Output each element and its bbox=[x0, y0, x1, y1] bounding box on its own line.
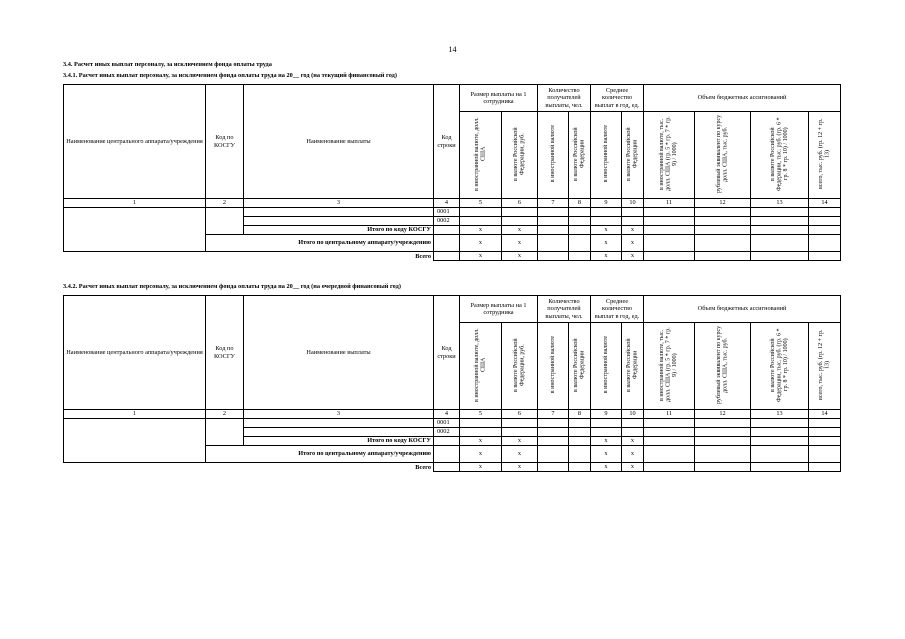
header-c9: в иностранной валюте bbox=[602, 336, 609, 394]
header-row-code: Код строки bbox=[434, 85, 460, 199]
x-mark: x bbox=[591, 446, 622, 463]
org-name-cell[interactable] bbox=[64, 419, 206, 463]
table2 bbox=[63, 295, 841, 472]
col-num: 10 bbox=[622, 410, 644, 419]
header-c13: в валюте Российской Федерации, тыс. руб. (гр. 6 * гр. 8 * гр. 10) / 1000) bbox=[769, 328, 789, 402]
header-c5: в иностранной валюте, долл. США bbox=[473, 117, 487, 191]
x-mark: x bbox=[591, 437, 622, 446]
total-kosgu-label: Итого по коду КОСГУ bbox=[244, 437, 434, 446]
x-mark: x bbox=[502, 437, 538, 446]
x-mark: x bbox=[460, 437, 502, 446]
col-num: 8 bbox=[569, 199, 591, 208]
header-c14: всего, тыс. руб. (гр. 12 + гр. 13) bbox=[817, 329, 831, 401]
col-num: 12 bbox=[695, 410, 751, 419]
col-num: 8 bbox=[569, 410, 591, 419]
col-num: 4 bbox=[434, 199, 460, 208]
table2-title: 3.4.2. Расчет иных выплат персоналу, за исключением фонда оплаты труда на 20__ год (на очередной финансовый год) bbox=[63, 283, 401, 290]
x-mark: x bbox=[502, 446, 538, 463]
header-c14: всего, тыс. руб. (гр. 12 + гр. 13) bbox=[817, 118, 831, 190]
total-all-label: Всего bbox=[64, 463, 434, 472]
col-num: 11 bbox=[644, 199, 695, 208]
total-all-label: Всего bbox=[64, 252, 434, 261]
x-mark: x bbox=[502, 463, 538, 472]
col-num: 5 bbox=[460, 199, 502, 208]
col-num: 4 bbox=[434, 410, 460, 419]
row-code: 0002 bbox=[434, 428, 460, 437]
col-num: 13 bbox=[751, 199, 809, 208]
header-c9: в иностранной валюте bbox=[602, 125, 609, 183]
header-budget-group: Объем бюджетных ассигнований bbox=[644, 296, 841, 323]
col-num: 13 bbox=[751, 410, 809, 419]
x-mark: x bbox=[460, 252, 502, 261]
col-num: 10 bbox=[622, 199, 644, 208]
col-num: 14 bbox=[809, 199, 841, 208]
x-mark: x bbox=[622, 463, 644, 472]
col-num: 7 bbox=[538, 410, 569, 419]
header-c13: в валюте Российской Федерации, тыс. руб. (гр. 6 * гр. 8 * гр. 10) / 1000) bbox=[769, 117, 789, 191]
col-num: 1 bbox=[64, 199, 206, 208]
org-name-cell[interactable] bbox=[64, 208, 206, 252]
col-num: 9 bbox=[591, 410, 622, 419]
table1 bbox=[63, 84, 841, 261]
section-title: 3.4. Расчет иных выплат персоналу, за исключением фонда оплаты труда bbox=[63, 61, 272, 68]
x-mark: x bbox=[460, 463, 502, 472]
x-mark: x bbox=[460, 226, 502, 235]
x-mark: x bbox=[460, 446, 502, 463]
header-c11: в иностранной валюте, тыс. долл. США (гр. 5 * гр. 7 * гр. 9) / 1000) bbox=[659, 327, 679, 403]
col-num: 1 bbox=[64, 410, 206, 419]
x-mark: x bbox=[622, 226, 644, 235]
header-size-group: Размер выплаты на 1 сотрудника bbox=[460, 85, 538, 112]
header-avg-group: Среднее количество выплат в год, ед. bbox=[591, 85, 644, 112]
payment-name-cell[interactable] bbox=[244, 217, 434, 226]
header-c5: в иностранной валюте, долл. США bbox=[473, 328, 487, 402]
header-size-group: Размер выплаты на 1 сотрудника bbox=[460, 296, 538, 323]
header-payment-name: Наименование выплаты bbox=[244, 296, 434, 410]
x-mark: x bbox=[591, 252, 622, 261]
header-count-group: Количество получателей выплаты, чел. bbox=[538, 85, 591, 112]
col-num: 6 bbox=[502, 199, 538, 208]
header-c7: в иностранной валюте bbox=[549, 125, 556, 183]
col-num: 3 bbox=[244, 199, 434, 208]
x-mark: x bbox=[502, 226, 538, 235]
header-c7: в иностранной валюте bbox=[549, 336, 556, 394]
payment-name-cell[interactable] bbox=[244, 428, 434, 437]
row-code: 0001 bbox=[434, 419, 460, 428]
header-row-code: Код строки bbox=[434, 296, 460, 410]
header-c10: в валюте Российской Федерации bbox=[625, 127, 639, 181]
header-c6: в валюте Российской Федерации, руб. bbox=[512, 127, 526, 181]
kosgu-cell[interactable] bbox=[206, 419, 244, 446]
header-c6: в валюте Российской Федерации, руб. bbox=[512, 338, 526, 392]
header-c12: рублевый эквивалент по курсу долл. США, тыс. руб. bbox=[715, 325, 729, 404]
header-count-group: Количество получателей выплаты, чел. bbox=[538, 296, 591, 323]
header-c11: в иностранной валюте, тыс. долл. США (гр. 5 * гр. 7 * гр. 9) / 1000) bbox=[659, 116, 679, 192]
payment-name-cell[interactable] bbox=[244, 208, 434, 217]
row-code: 0002 bbox=[434, 217, 460, 226]
row-code: 0001 bbox=[434, 208, 460, 217]
col-num: 6 bbox=[502, 410, 538, 419]
page-number: 14 bbox=[448, 45, 457, 54]
total-org-label: Итого по центральному аппарату/учреждению bbox=[206, 446, 434, 463]
x-mark: x bbox=[591, 235, 622, 252]
x-mark: x bbox=[502, 252, 538, 261]
x-mark: x bbox=[622, 235, 644, 252]
header-avg-group: Среднее количество выплат в год, ед. bbox=[591, 296, 644, 323]
header-budget-group: Объем бюджетных ассигнований bbox=[644, 85, 841, 112]
header-c8: в валюте Российской Федерации bbox=[572, 338, 586, 392]
x-mark: x bbox=[460, 235, 502, 252]
header-payment-name: Наименование выплаты bbox=[244, 85, 434, 199]
header-c8: в валюте Российской Федерации bbox=[572, 127, 586, 181]
kosgu-cell[interactable] bbox=[206, 208, 244, 235]
x-mark: x bbox=[591, 226, 622, 235]
x-mark: x bbox=[622, 252, 644, 261]
col-num: 11 bbox=[644, 410, 695, 419]
table1-title: 3.4.1. Расчет иных выплат персоналу, за исключением фонда оплаты труда на 20__ год (на текущий финансовый год) bbox=[63, 72, 397, 79]
header-org-name: Наименование центрального аппарата/учреждения bbox=[64, 296, 206, 410]
total-kosgu-label: Итого по коду КОСГУ bbox=[244, 226, 434, 235]
header-c10: в валюте Российской Федерации bbox=[625, 338, 639, 392]
col-num: 7 bbox=[538, 199, 569, 208]
x-mark: x bbox=[622, 437, 644, 446]
header-kosgu: Код по КОСГУ bbox=[206, 296, 244, 410]
col-num: 14 bbox=[809, 410, 841, 419]
header-c12: рублевый эквивалент по курсу долл. США, тыс. руб. bbox=[715, 114, 729, 193]
col-num: 9 bbox=[591, 199, 622, 208]
col-num: 3 bbox=[244, 410, 434, 419]
header-kosgu: Код по КОСГУ bbox=[206, 85, 244, 199]
total-org-label: Итого по центральному аппарату/учреждению bbox=[206, 235, 434, 252]
col-num: 12 bbox=[695, 199, 751, 208]
col-num: 2 bbox=[206, 199, 244, 208]
x-mark: x bbox=[622, 446, 644, 463]
x-mark: x bbox=[591, 463, 622, 472]
x-mark: x bbox=[502, 235, 538, 252]
col-num: 5 bbox=[460, 410, 502, 419]
payment-name-cell[interactable] bbox=[244, 419, 434, 428]
col-num: 2 bbox=[206, 410, 244, 419]
header-org-name: Наименование центрального аппарата/учреждения bbox=[64, 85, 206, 199]
